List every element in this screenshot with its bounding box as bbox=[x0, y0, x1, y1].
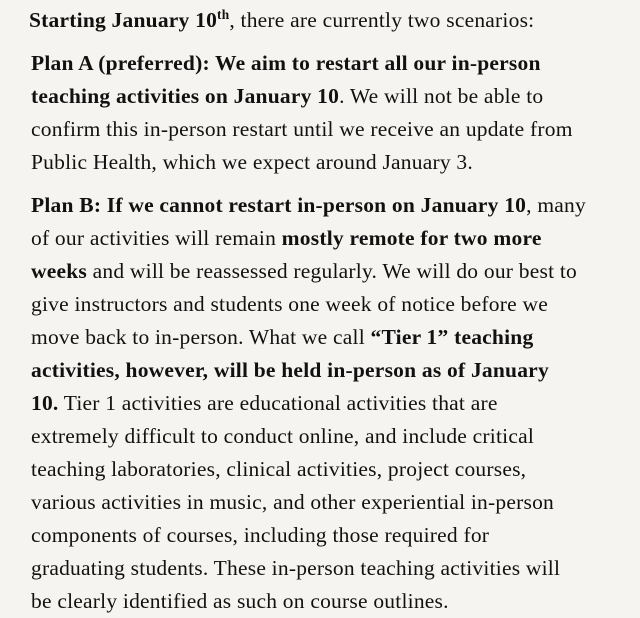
emphasis-text: mostly remote for two more bbox=[281, 226, 542, 250]
text-line bbox=[31, 113, 640, 146]
text-line bbox=[31, 189, 640, 222]
body-text: be clearly identified as such on course outlines. bbox=[31, 589, 449, 613]
body-text: move back to in-person. What we call bbox=[31, 325, 371, 349]
emphasis-text: Plan B: If we cannot restart in-person on January 10 bbox=[31, 193, 527, 217]
emphasis-text: Plan A (preferred): We aim to restart all our in-person bbox=[31, 51, 541, 75]
intro-paragraph bbox=[29, 4, 640, 37]
body-text: graduating students. These in-person teaching activities will bbox=[31, 556, 561, 580]
emphasis-text: weeks bbox=[31, 259, 88, 283]
ordinal-suffix: th bbox=[217, 6, 230, 22]
emphasis-text: “Tier 1” teaching bbox=[370, 325, 534, 349]
body-text: confirm this in-person restart until we receive an update from bbox=[31, 117, 573, 141]
body-text: and will be reassessed regularly. We will do our best to bbox=[87, 259, 577, 283]
body-text: give instructors and students one week of notice before we bbox=[31, 292, 548, 316]
body-text: components of courses, including those required for bbox=[31, 523, 490, 547]
body-text: of our activities will remain bbox=[31, 226, 282, 250]
text-line bbox=[31, 80, 640, 113]
scenario-list bbox=[0, 47, 640, 618]
plan-a-paragraph bbox=[31, 47, 640, 179]
text-line bbox=[31, 486, 640, 519]
text-line bbox=[29, 4, 640, 37]
emphasis-text: teaching activities on January 10 bbox=[31, 84, 340, 108]
text-line bbox=[31, 387, 640, 420]
text-line bbox=[31, 255, 640, 288]
plan-b-paragraph bbox=[31, 189, 640, 618]
text-line bbox=[31, 519, 640, 552]
text-line bbox=[31, 146, 640, 179]
text-line bbox=[31, 354, 640, 387]
body-text: , there are currently two scenarios: bbox=[229, 8, 535, 32]
body-text: . We will not be able to bbox=[339, 84, 544, 108]
text-line bbox=[31, 420, 640, 453]
text-line bbox=[31, 321, 640, 354]
emphasis-text: Starting January 10 bbox=[29, 8, 218, 32]
body-text: , many bbox=[526, 193, 586, 217]
text-line bbox=[31, 585, 640, 618]
text-line bbox=[31, 222, 640, 255]
body-text: various activities in music, and other experiential in-person bbox=[31, 490, 554, 514]
text-line bbox=[31, 453, 640, 486]
outline-item-intro bbox=[0, 0, 640, 37]
emphasis-text: 10. bbox=[31, 391, 59, 415]
body-text: teaching laboratories, clinical activities, project courses, bbox=[31, 457, 527, 481]
emphasis-text: activities, however, will be held in-person as of January bbox=[31, 358, 549, 382]
text-line bbox=[31, 47, 640, 80]
outline-item-plan-b bbox=[0, 189, 640, 618]
body-text: Tier 1 activities are educational activities that are bbox=[58, 391, 498, 415]
body-text: Public Health, which we expect around January 3. bbox=[31, 150, 473, 174]
text-line bbox=[31, 552, 640, 585]
body-text: extremely difficult to conduct online, and include critical bbox=[31, 424, 535, 448]
outline-item-plan-a bbox=[0, 47, 640, 179]
text-line bbox=[31, 288, 640, 321]
